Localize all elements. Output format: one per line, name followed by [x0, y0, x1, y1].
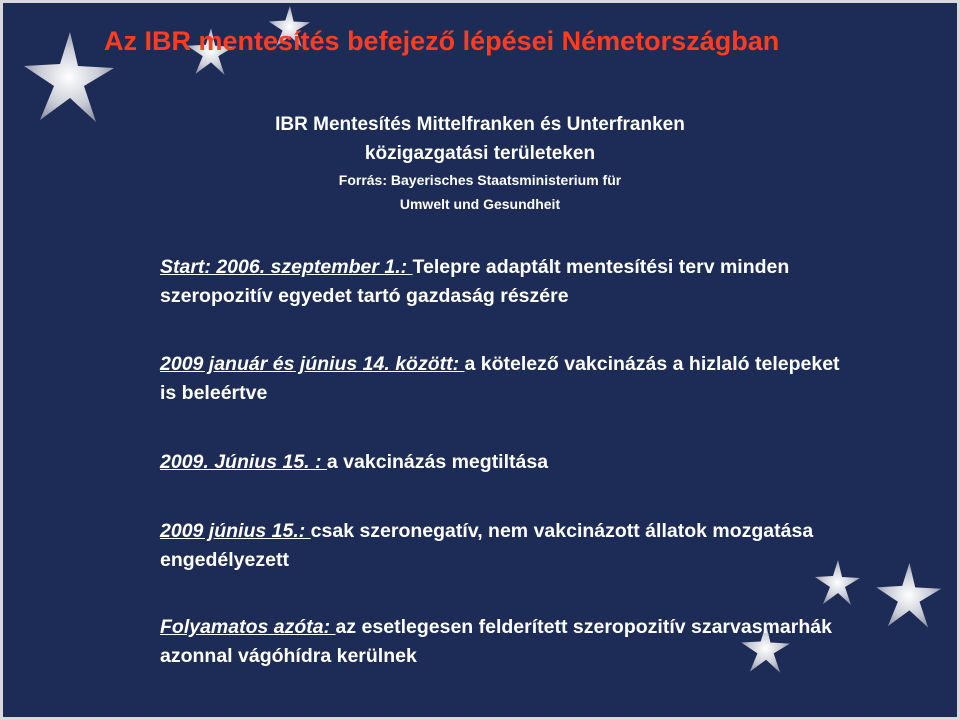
- timeline-date: 2009 január és június 14. között:: [160, 353, 465, 375]
- timeline-text: csak szeronegatív, nem vakcinázott állatok mozgatása engedélyezett: [160, 520, 814, 571]
- subtitle-line: IBR Mentesítés Mittelfranken és Unterfranken: [275, 114, 685, 135]
- timeline-date: 2009. Június 15. :: [160, 451, 327, 473]
- timeline-item: [160, 613, 840, 671]
- slide-title: Az IBR mentesítés befejező lépései Németországban: [104, 26, 780, 56]
- timeline-item: [160, 350, 840, 408]
- timeline-text: az esetlegesen felderített szeropozitív szarvasmarhák azonnal vágóhídra kerülnek: [160, 616, 832, 667]
- timeline-date: 2009 június 15.:: [160, 520, 311, 542]
- timeline-text: a kötelező vakcinázás a hizlaló telepeket is beleértve: [160, 353, 840, 404]
- timeline-item: [160, 448, 548, 477]
- timeline-text: Telepre adaptált mentesítési terv minden szeropozitív egyedet tartó gazdaság részére: [160, 256, 790, 307]
- source-line: Umwelt und Gesundheit: [399, 196, 561, 212]
- subtitle-line: közigazgatási területeken: [364, 143, 596, 164]
- star-icon: [18, 28, 118, 128]
- timeline-date: Folyamatos azóta:: [160, 616, 336, 638]
- timeline-item: [160, 517, 840, 575]
- subtitle-block: [160, 110, 800, 216]
- star-icon: [872, 560, 944, 632]
- timeline-text: a vakcinázás megtiltása: [326, 451, 549, 473]
- source-line: Forrás: Bayerisches Staatsministerium für: [338, 172, 622, 188]
- timeline-date: Start: 2006. szeptember 1.:: [160, 256, 413, 278]
- timeline-item: [160, 253, 840, 311]
